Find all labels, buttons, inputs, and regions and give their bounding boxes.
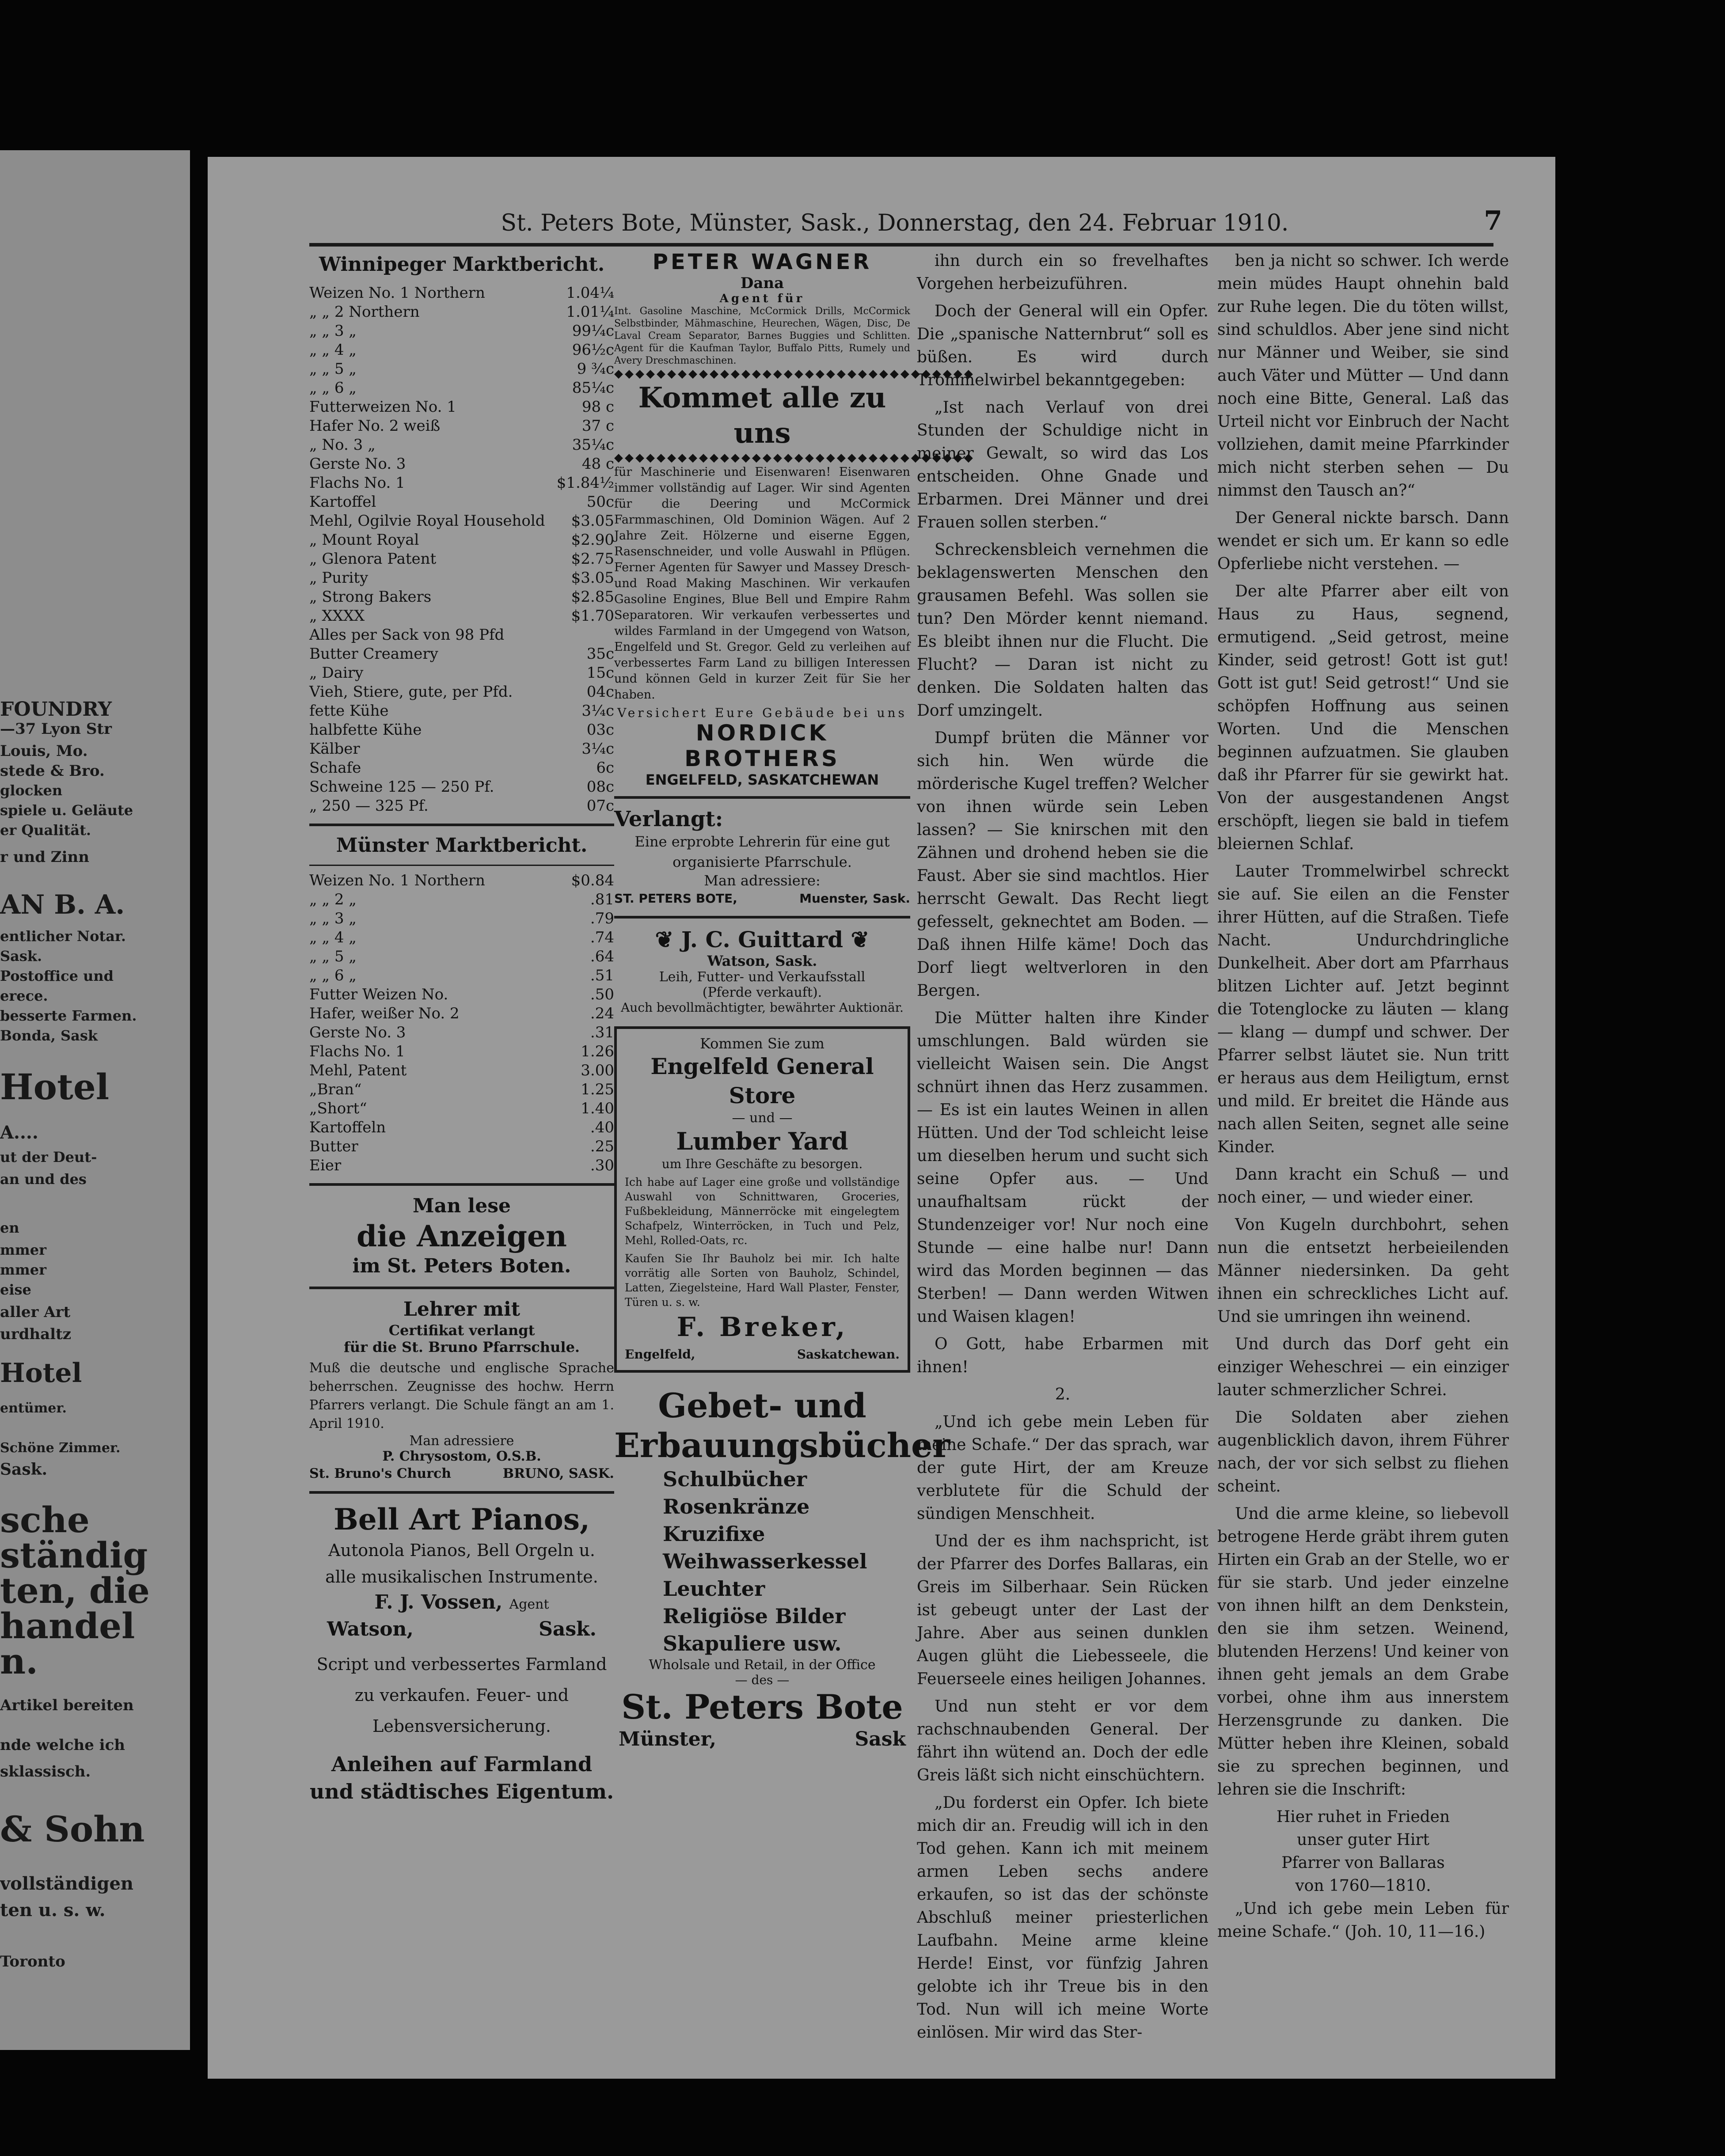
commodity-label: Kartoffeln	[309, 1119, 386, 1136]
strip-heading: Hotel	[0, 1358, 82, 1389]
divider	[309, 1183, 614, 1186]
strip-line: Postoffice und	[0, 968, 114, 984]
bell-title: Bell Art Pianos,	[334, 1502, 590, 1537]
wagner-name: PETER WAGNER	[652, 250, 872, 274]
kommet-text: für Maschinerie und Eisenwaren! Eisenwaren immer vollständig auf Lager. Wir sind Agenten für die Deering und McCormick Farmmaschinen, Old Dominion Wägen. Auf 2 Jahre Zeit. Hölzerne und eiserne Eggen, Rasenschneider, und volle Auswahl in Pflügen. Ferner Agenten für Sawyer und Massey Dresch- und Road Making Maschinen. Wir verkaufen Gasoline Engines, Blue Bell und Empire Rahm Separatoren. Wir verkaufen verbessertes und wildes Farmland in der Umgegend von Watson, Engelfeld und St. Gregor. Geld zu verleihen auf verbessertes Farm Land zu billigen Interessen und können Geld in kurzer Zeit für Sie her haben.	[614, 465, 910, 702]
commodity-label: „ „ 4 „	[309, 929, 357, 946]
store-place	[625, 1345, 900, 1364]
lehrer-sub2: für die St. Bruno Pfarrschule.	[343, 1339, 580, 1355]
commodity-label: Schweine 125 — 250 Pf.	[309, 778, 494, 796]
story-paragraph: Dann kracht ein Schuß — und noch einer, — und wieder einer.	[1217, 1165, 1509, 1207]
column-1	[309, 250, 614, 2017]
strip-line: spiele u. Geläute	[0, 802, 133, 819]
strip-line: mmer	[0, 1261, 46, 1278]
gebet-item: Leuchter	[663, 1577, 765, 1601]
muenster-row	[309, 947, 614, 966]
lehrer-text: Muß die deutsche und englische Sprache beherrschen. Zeugnisse des hochw. Herrn Pfarrers verlangt. Die Schule fängt an am 1. April 1910.	[309, 1360, 614, 1431]
guittard-name	[614, 926, 910, 953]
commodity-label: Mehl, Ogilvie Royal Household	[309, 512, 545, 530]
commodity-label: Hafer, weißer No. 2	[309, 1005, 460, 1022]
commodity-price: 1.25	[581, 1081, 614, 1098]
strip-line: Schöne Zimmer.	[0, 1440, 121, 1456]
strip-heading: ten, die	[0, 1570, 150, 1611]
bell-text: Script und verbessertes Farmland zu verkaufen. Feuer- und Lebensversicherung.	[316, 1655, 607, 1736]
muenster-row	[309, 871, 614, 890]
story-paragraph: ihn durch ein so frevelhaftes Vorgehen herbeizuführen.	[917, 252, 1208, 293]
column-2	[614, 250, 975, 2017]
winnipeg-row	[309, 322, 614, 341]
epitaph	[1217, 1806, 1509, 1898]
kommet-title: Kommet alle zu uns	[638, 381, 886, 450]
gebet-paper: St. Peters Bote	[621, 1687, 903, 1727]
commodity-price: $1.84½	[556, 474, 614, 492]
strip-line: en	[0, 1219, 19, 1236]
strip-line: Artikel bereiten	[0, 1697, 134, 1714]
strip-line: Bonda, Sask	[0, 1027, 98, 1044]
commodity-price: .40	[590, 1119, 614, 1136]
commodity-price: .25	[590, 1138, 614, 1155]
commodity-price: 1.04¼	[566, 284, 614, 302]
strip-heading: handel	[0, 1605, 135, 1647]
divider	[309, 865, 614, 866]
winnipeg-row	[309, 474, 614, 493]
winnipeg-row	[309, 493, 614, 512]
bell-loan: Anleihen auf Farmland und städtisches Eigentum.	[309, 1752, 614, 1803]
gebet-item: Rosenkränze	[663, 1495, 810, 1518]
engelfeld-store-ad	[614, 1026, 910, 1373]
commodity-label: „ „ 2 Northern	[309, 303, 420, 321]
epitaph-quote: „Und ich gebe mein Leben für meine Schafe.“ (Joh. 10, 11—16.)	[1217, 1900, 1509, 1941]
commodity-price: .30	[590, 1157, 614, 1174]
commodity-label: Vieh, Stiere, gute, per Pfd.	[309, 683, 513, 701]
commodity-label: Futter Weizen No.	[309, 986, 448, 1003]
winnipeg-row	[309, 645, 614, 664]
bell-agent-line	[309, 1590, 614, 1617]
store-intro: Kommen Sie zum	[700, 1035, 825, 1052]
gebet-title1: Gebet- und	[658, 1386, 866, 1425]
commodity-price: .31	[590, 1024, 614, 1041]
muenster-row	[309, 1042, 614, 1061]
muenster-row	[309, 890, 614, 909]
winnipeg-row	[309, 303, 614, 322]
commodity-price: 1.26	[581, 1043, 614, 1060]
winnipeg-row	[309, 417, 614, 436]
commodity-label: „ Mount Royal	[309, 531, 419, 549]
commodity-label: „ „ 6 „	[309, 967, 357, 984]
commodity-price: 1.40	[581, 1100, 614, 1117]
nordick-place: ENGELFELD, SASKATCHEWAN	[645, 771, 879, 788]
strip-line: entümer.	[0, 1401, 67, 1416]
story-paragraph: Und die arme kleine, so liebevoll betrogene Herde gräbt ihrem guten Hirten ein Grab an der Stelle, wo er für sie starb. Und jeder einzelne von ihnen hilft an dem Denkstein, den sie ihm setzen. Weinend, blutenden Herzens! Und keiner von ihnen geht jemals an dem Grabe vorbei, ohne ihm aus innerstem Herzensgrunde zu danken. Die Mütter heben ihre Kleinen, sobald sie zu sprechen beginnen, und lehren sie die Inschrift:	[1217, 1505, 1509, 1799]
wagner-text: Int. Gasoline Maschine, McCormick Drills, McCormick Selbstbinder, Mähmaschine, Heurechen, Wägen, Disc, De Laval Cream Separator, Barnes Buggies und Schlitten. Agent für die Kaufman Taylor, Buffalo Pitts, Rumely und Avery Dreschmaschinen.	[614, 306, 910, 366]
muenster-row	[309, 1156, 614, 1175]
commodity-price: $2.90	[571, 531, 614, 549]
ornament-row: ◆◆◆◆◆◆◆◆◆◆◆◆◆◆◆◆◆◆◆◆◆◆◆◆◆◆◆◆◆◆◆◆◆◆	[614, 451, 975, 464]
lehrer-name: P. Chrysostom, O.S.B.	[382, 1449, 541, 1464]
guittard-name-text: J. C. Guittard	[681, 926, 844, 953]
muenster-row	[309, 1023, 614, 1042]
commodity-label: Flachs No. 1	[309, 1043, 405, 1060]
winnipeg-row	[309, 436, 614, 455]
strip-line: —37 Lyon Str	[0, 720, 112, 738]
muenster-row	[309, 1061, 614, 1080]
winnipeg-row	[309, 512, 614, 531]
gebet-note: Wholsale und Retail, in der Office	[649, 1657, 876, 1673]
commodity-label: Kartoffel	[309, 493, 376, 511]
commodity-label: „ 250 — 325 Pf.	[309, 797, 429, 815]
commodity-label: „ No. 3 „	[309, 436, 376, 454]
muenster-row	[309, 1118, 614, 1137]
commodity-price: 35¼c	[572, 436, 614, 454]
gebet-item-list	[614, 1465, 910, 1657]
story-paragraph: Von Kugeln durchbohrt, sehen nun die entsetzt herbeieilenden Männer niedersinken. Da geht ihnen ein schreckliches Licht auf. Und sie umringen ihn weinend.	[1217, 1216, 1509, 1326]
commodity-price: 48 c	[581, 455, 614, 473]
strip-line: er Qualität.	[0, 822, 91, 839]
store-prov: Saskatchewan.	[797, 1347, 900, 1362]
strip-line: eise	[0, 1281, 31, 1298]
winnipeg-row	[309, 360, 614, 379]
commodity-label: „Bran“	[309, 1081, 362, 1098]
bell-name: F. J. Vossen,	[374, 1591, 503, 1613]
commodity-price: $3.05	[571, 569, 614, 587]
story-column-4-text	[1217, 250, 1509, 1801]
commodity-price: 85¼c	[572, 379, 614, 397]
commodity-price: 6c	[596, 759, 614, 777]
commodity-label: „Short“	[309, 1100, 367, 1117]
ad-man-lese-line3: im St. Peters Boten.	[352, 1255, 571, 1277]
divider	[614, 796, 910, 799]
gebet-item: Skapuliere usw.	[663, 1632, 842, 1655]
commodity-label: Eier	[309, 1157, 342, 1174]
commodity-price: 3.00	[581, 1062, 614, 1079]
commodity-price: 03c	[586, 721, 614, 739]
commodity-label: Butter Creamery	[309, 645, 438, 663]
wagner-town: Dana	[740, 274, 784, 292]
winnipeg-row	[309, 721, 614, 740]
commodity-label: Schafe	[309, 759, 361, 777]
strip-line: an und des	[0, 1171, 87, 1188]
gebet-town: Münster,	[619, 1728, 717, 1750]
masthead: St. Peters Bote, Münster, Sask., Donnerstag, den 24. Februar 1910.	[501, 210, 1289, 236]
commodity-price: .51	[590, 967, 614, 984]
store-und: — und —	[732, 1110, 793, 1126]
epitaph-line: von 1760—1810.	[1295, 1877, 1431, 1895]
commodity-price: 9 ¾c	[577, 360, 614, 378]
strip-line: FOUNDRY	[0, 698, 112, 721]
store-yard: Lumber Yard	[676, 1127, 848, 1155]
nordick-brothers: NORDICK BROTHERS	[684, 720, 840, 771]
winnipeg-row	[309, 550, 614, 569]
commodity-label: Butter	[309, 1138, 358, 1155]
muenster-row	[309, 1004, 614, 1023]
strip-line: aller Art	[0, 1303, 71, 1321]
strip-line: Sask.	[0, 948, 42, 964]
commodity-price: 35c	[586, 645, 614, 663]
winnipeg-row	[309, 455, 614, 474]
store-text1: Ich habe auf Lager eine große und vollständige Auswahl von Schnittwaren, Groceries, Fußbekleidung, Männerröcke mit eingelegtem Schafpelz, Winterröcken, in Tuch und Pelz, Mehl, Rolled-Oats, rc.	[625, 1176, 900, 1247]
divider	[309, 1287, 614, 1289]
commodity-price: .81	[590, 891, 614, 908]
bell-prov: Sask.	[539, 1618, 597, 1640]
store-sub: um Ihre Geschäfte zu besorgen.	[661, 1157, 863, 1171]
strip-line: ut der Deut-	[0, 1149, 97, 1165]
commodity-price: $3.05	[571, 512, 614, 530]
masthead-rule	[309, 243, 1493, 247]
verlangt-address	[614, 889, 910, 908]
story-column-3	[917, 250, 1208, 2042]
commodity-label: „ Glenora Patent	[309, 550, 437, 568]
strip-line: sklassisch.	[0, 1763, 91, 1780]
commodity-price: $2.85	[571, 588, 614, 606]
bell-line2: Autonola Pianos, Bell Orgeln u.	[328, 1541, 595, 1560]
store-town: Engelfeld,	[625, 1347, 695, 1362]
winnipeg-market-table	[309, 284, 614, 816]
commodity-label: Gerste No. 3	[309, 1024, 406, 1041]
muenster-row	[309, 966, 614, 985]
divider	[309, 824, 614, 826]
page-number: 7	[1484, 205, 1502, 236]
story-paragraph: „Ist nach Verlauf von drei Stunden der Schuldige nicht in meiner Gewalt, so wird das Los entscheiden. Ohne Gnade und Erbarmen. Drei Männer und drei Frauen sollen sterben.“	[917, 399, 1208, 531]
story-paragraph: Und nun steht er vor dem rachschnaubenden General. Der fährt ihn wütend an. Doch der edle Greis läßt sich nicht einschüchtern.	[917, 1697, 1208, 1784]
strip-line: A....	[0, 1122, 38, 1143]
commodity-price: .64	[590, 948, 614, 965]
winnipeg-row	[309, 531, 614, 550]
muenster-row	[309, 1080, 614, 1099]
commodity-price: .74	[590, 929, 614, 946]
winnipeg-row	[309, 778, 614, 797]
strip-line: ten u. s. w.	[0, 1900, 106, 1921]
commodity-label: „ „ 2 „	[309, 891, 357, 908]
commodity-price: 15c	[586, 664, 614, 682]
story-paragraph: „Du forderst ein Opfer. Ich biete mich dir an. Freudig will ich in den Tod gehen. Kann ich mit meinem armen Leben sechs andere erkaufen, so ist das der schönste Abschluß meiner priesterlichen Laufbahn. Meine arme kleine Herde! Einst, vor fünfzig Jahren gelobte ich ihr Treue bis in den Tod. Nun will ich meine Worte einlösen. Mir wird das Ster-	[917, 1794, 1208, 2042]
commodity-label: „ „ 3 „	[309, 910, 357, 927]
verlangt-address-label: Man adressiere:	[704, 872, 821, 889]
strip-line: erece.	[0, 987, 48, 1004]
commodity-label: „ Strong Bakers	[309, 588, 432, 606]
leaf-ornament-icon: ❦	[843, 926, 870, 953]
guittard-line3: Auch bevollmächtigter, bewährter Auktionär.	[621, 1000, 904, 1015]
winnipeg-row	[309, 797, 614, 816]
commodity-price: 99¼c	[572, 322, 614, 340]
gebet-item: Religiöse Bilder	[663, 1604, 846, 1628]
winnipeg-row	[309, 740, 614, 759]
winnipeg-row	[309, 759, 614, 778]
strip-heading: sche	[0, 1499, 90, 1541]
winnipeg-row	[309, 607, 614, 626]
story-paragraph: Doch der General will ein Opfer. Die „spanische Natternbrut“ soll es büßen. Es wird durch Trommelwirbel bekanntgegeben:	[917, 302, 1208, 389]
winnipeg-row	[309, 626, 614, 645]
commodity-label: fette Kühe	[309, 702, 389, 720]
winnipeg-row	[309, 284, 614, 303]
leaf-ornament-icon: ❦	[655, 926, 681, 953]
store-owner: F. Breker,	[676, 1312, 848, 1343]
guittard-line1: Leih, Futter- und Verkaufsstall	[659, 969, 866, 985]
gebet-des: — des —	[735, 1673, 790, 1687]
commodity-price: 37 c	[581, 417, 614, 435]
commodity-price: 50c	[586, 493, 614, 511]
winnipeg-row	[309, 398, 614, 417]
bell-line3: alle musikalischen Instrumente.	[325, 1567, 598, 1587]
commodity-price: 1.01¼	[566, 303, 614, 321]
commodity-price: 98 c	[581, 398, 614, 416]
divider	[309, 1491, 614, 1494]
commodity-label: „ „ 4 „	[309, 341, 357, 359]
strip-line: nde welche ich	[0, 1736, 125, 1754]
newspaper-page	[208, 157, 1555, 2079]
winnipeg-row	[309, 664, 614, 683]
store-name: Engelfeld General Store	[650, 1053, 874, 1108]
commodity-label: Weizen No. 1 Northern	[309, 284, 485, 302]
commodity-label: Weizen No. 1 Northern	[309, 872, 485, 889]
ornament-row: ◆◆◆◆◆◆◆◆◆◆◆◆◆◆◆◆◆◆◆◆◆◆◆◆◆◆◆◆◆◆◆◆◆◆	[614, 367, 975, 380]
story-paragraph: O Gott, habe Erbarmen mit ihnen!	[917, 1335, 1208, 1376]
divider	[614, 916, 910, 919]
strip-heading: ständig	[0, 1534, 148, 1576]
commodity-label: Flachs No. 1	[309, 474, 405, 492]
commodity-label: Kälber	[309, 740, 360, 758]
strip-line: Louis, Mo.	[0, 742, 88, 760]
commodity-price: .79	[590, 910, 614, 927]
story-paragraph: Die Soldaten aber ziehen augenblicklich davon, ihrem Führer nach, der vor sich selbst zu fliehen scheint.	[1217, 1408, 1509, 1496]
commodity-label: „ „ 6 „	[309, 379, 357, 397]
strip-line: r und Zinn	[0, 848, 89, 866]
strip-line: entlicher Notar.	[0, 928, 126, 945]
commodity-price: 04c	[586, 683, 614, 701]
epitaph-line: Pfarrer von Ballaras	[1281, 1854, 1445, 1872]
strip-line: besserte Farmen.	[0, 1007, 137, 1024]
ad-man-lese-line1: Man lese	[413, 1195, 511, 1217]
commodity-label: „ „ 3 „	[309, 322, 357, 340]
verlangt-paper: ST. PETERS BOTE,	[614, 891, 737, 906]
commodity-label: „ „ 5 „	[309, 360, 357, 378]
commodity-price: 3¼c	[581, 702, 614, 720]
guittard-line2: (Pferde verkauft).	[702, 985, 822, 1000]
commodity-label: „ XXXX	[309, 607, 365, 625]
commodity-label: Alles per Sack von 98 Pfd	[309, 626, 505, 644]
winnipeg-row	[309, 379, 614, 398]
verlangt-place: Muenster, Sask.	[799, 891, 910, 906]
wagner-agent-for: Agent für	[719, 292, 805, 305]
verlangt-text: Eine erprobte Lehrerin für eine gut organisierte Pfarrschule.	[635, 833, 890, 870]
bell-town-line	[309, 1617, 614, 1642]
commodity-price: $0.84	[571, 872, 614, 889]
gebet-item: Weihwasserkessel	[663, 1549, 867, 1573]
strip-heading: & Sohn	[0, 1808, 145, 1850]
strip-line: stede & Bro.	[0, 762, 105, 780]
winnipeg-row	[309, 588, 614, 607]
commodity-label: „ Dairy	[309, 664, 364, 682]
commodity-price: 3¼c	[581, 740, 614, 758]
story-paragraph: ben ja nicht so schwer. Ich werde mein müdes Haupt ohnehin bald zur Ruhe legen. Die du töten willst, sind schuldlos. Aber jene sind nicht nur Männer und Weiber, sie sind auch Väter und Mütter — Und dann noch eine Bitte, General. Laß das Urteil nicht vor Einbruch der Nacht vollziehen, damit meine Pfarrkinder mich nicht sterben sehen — Du nimmst den Tausch an?“	[1217, 252, 1509, 500]
bell-town: Watson,	[327, 1618, 414, 1640]
gebet-place	[614, 1727, 910, 1752]
story-paragraph: Schreckensbleich vernehmen die beklagenswerten Menschen den grausamen Befehl. Was sollen sie tun? Den Mörder kennt niemand. Es bleibt ihnen nur die Flucht. Die Flucht? — Daran ist nicht zu denken. Die Soldaten halten das Dorf umzingelt.	[917, 541, 1208, 720]
gebet-item: Kruzifixe	[663, 1522, 765, 1546]
commodity-price: $2.75	[571, 550, 614, 568]
story-paragraph: Der General nickte barsch. Dann wendet er sich um. Er kann so edle Opferliebe nicht verstehen. —	[1217, 509, 1509, 573]
adjacent-page-strip	[0, 150, 190, 2050]
story-paragraph: Dumpf brüten die Männer vor sich hin. Wen würde die mörderische Kugel treffen? Welcher von ihnen würde sein Leben lassen? — Sie knirschen mit den Zähnen und drohend heben sie die Faust. Aber sie sind machtlos. Hier herrscht Gewalt. Das Recht liegt gefesselt, geknechtet am Boden. — Daß ihnen Hilfe käme! Doch das Dorf liegt weltverloren in den Bergen.	[917, 729, 1208, 1000]
commodity-price: 08c	[586, 778, 614, 796]
muenster-row	[309, 1099, 614, 1118]
winnipeg-row	[309, 341, 614, 360]
muenster-row	[309, 909, 614, 928]
commodity-label: „ Purity	[309, 569, 369, 587]
muenster-row	[309, 928, 614, 947]
story-paragraph: Und der es ihm nachspricht, ist der Pfarrer des Dorfes Ballaras, ein Greis im Silberhaar. Sein Rücken ist gebeugt unter der Last der Jahre. Aber aus seinen dunklen Augen glüht die Liebesseele, die Feuerseele eines heiligen Johannes.	[917, 1532, 1208, 1688]
bell-agent: Agent	[509, 1597, 549, 1612]
story-paragraph: Die Mütter halten ihre Kinder umschlungen. Bald würden sie vielleicht Waisen sein. Die Angst schnürt ihnen das Herz zusammen. — Es ist ein lautes Weinen in allen Hütten. Und der Tod schleicht leise um dieselben herum und sucht sich seine Opfer aus. — Und unaufhaltsam rückt der Stundenzeiger vor! Nur noch eine Stunde — eine halbe nur! Dann wird das Morden beginnen — das Sterben! — Dann werden Witwen und Waisen klagen!	[917, 1009, 1208, 1326]
story-paragraph: 2.	[1055, 1385, 1071, 1404]
gebet-prov: Sask	[855, 1728, 906, 1750]
epitaph-line: Hier ruhet in Frieden	[1276, 1808, 1450, 1826]
lehrer-place: BRUNO, SASK.	[502, 1466, 614, 1481]
strip-heading: Hotel	[0, 1066, 110, 1108]
strip-line: urdhaltz	[0, 1325, 72, 1343]
winnipeg-row	[309, 683, 614, 702]
commodity-price: $1.70	[571, 607, 614, 625]
strip-line: Toronto	[0, 1953, 65, 1970]
ad-man-lese-line2: die Anzeigen	[356, 1219, 567, 1253]
strip-heading: n.	[0, 1640, 38, 1682]
strip-line: glocken	[0, 782, 63, 799]
winnipeg-row	[309, 702, 614, 721]
lehrer-address	[309, 1464, 614, 1483]
commodity-label: „ „ 5 „	[309, 948, 357, 965]
commodity-price: 07c	[586, 797, 614, 815]
guittard-town: Watson, Sask.	[707, 953, 817, 969]
commodity-label: Hafer No. 2 weiß	[309, 417, 441, 435]
muenster-market-table	[309, 871, 614, 1175]
story-paragraph: „Und ich gebe mein Leben für meine Schafe.“ Der das sprach, war der gute Hirt, der am Kreuze verblutete für die Schuld der sündigen Menschheit.	[917, 1413, 1208, 1523]
epitaph-line: unser guter Hirt	[1296, 1831, 1430, 1849]
commodity-price: .24	[590, 1005, 614, 1022]
commodity-price: .50	[590, 986, 614, 1003]
muenster-row	[309, 985, 614, 1004]
strip-line: vollständigen	[0, 1873, 133, 1894]
commodity-label: Futterweizen No. 1	[309, 398, 456, 416]
commodity-label: halbfette Kühe	[309, 721, 422, 739]
winnipeg-row	[309, 569, 614, 588]
commodity-label: Gerste No. 3	[309, 455, 406, 473]
lehrer-address-label: Man adressiere	[409, 1433, 514, 1449]
verlangt-title: Verlangt:	[614, 807, 723, 831]
story-paragraph: Der alte Pfarrer aber eilt von Haus zu Haus, segnend, ermutigend. „Seid getrost, meine Kinder, seid getrost! Gott ist gut! Gott ist gut! Seid getrost!“ Und sie schöpfen Hoffnung aus seinen Worten. Und die Menschen beginnen aufzuatmen. Sie glauben daß ihr Pfarrer für sie gewirkt hat. Von der ausgestandenen Angst erschöpft, liegen sie bald in tiefem bleiernen Schlaf.	[1217, 582, 1509, 853]
lehrer-sub1: Certifikat verlangt	[388, 1322, 535, 1339]
strip-line: Sask.	[0, 1460, 48, 1479]
story-paragraph: Lauter Trommelwirbel schreckt sie auf. Sie eilen an die Fenster ihrer Hütten, auf die Straßen. Tiefe Nacht. Undurchdringliche Dunkelheit. Aber dort am Pfarrhaus blitzen Lichter auf. Jetzt beginnt die Totenglocke zu läuten — klang — klang — dumpf und schwer. Der Pfarrer selbst läutet sie. Nun tritt er heraus aus dem Heiligtum, ernst und mild. Er breitet die Hände aus nach allen Seiten, segnet alle seine Kinder.	[1217, 862, 1509, 1156]
strip-line: mmer	[0, 1241, 46, 1258]
gebet-title2: Erbauungsbücher	[614, 1426, 950, 1465]
gebet-item: Schulbücher	[663, 1467, 807, 1491]
muenster-title: Münster Marktbericht.	[336, 834, 588, 857]
commodity-label: Mehl, Patent	[309, 1062, 407, 1079]
story-column-4	[1217, 250, 1509, 2017]
store-text2: Kaufen Sie Ihr Bauholz bei mir. Ich halte vorrätig alle Sorten von Bauholz, Schindel, Latten, Ziegelsteine, Hard Wall Plaster, Fenster, Türen u. s. w.	[625, 1252, 900, 1309]
commodity-price: 96½c	[572, 341, 614, 359]
lehrer-title: Lehrer mit	[403, 1298, 521, 1321]
winnipeg-title: Winnipeger Marktbericht.	[319, 253, 605, 276]
muenster-row	[309, 1137, 614, 1156]
strip-heading: AN B. A.	[0, 889, 125, 920]
lehrer-church: St. Bruno's Church	[309, 1466, 452, 1481]
kommet-insure: Versichert Eure Gebäude bei uns	[617, 706, 907, 720]
story-paragraph: Und durch das Dorf geht ein einziger Weheschrei — ein einziger lauter schmerzlicher Schrei.	[1217, 1335, 1509, 1399]
